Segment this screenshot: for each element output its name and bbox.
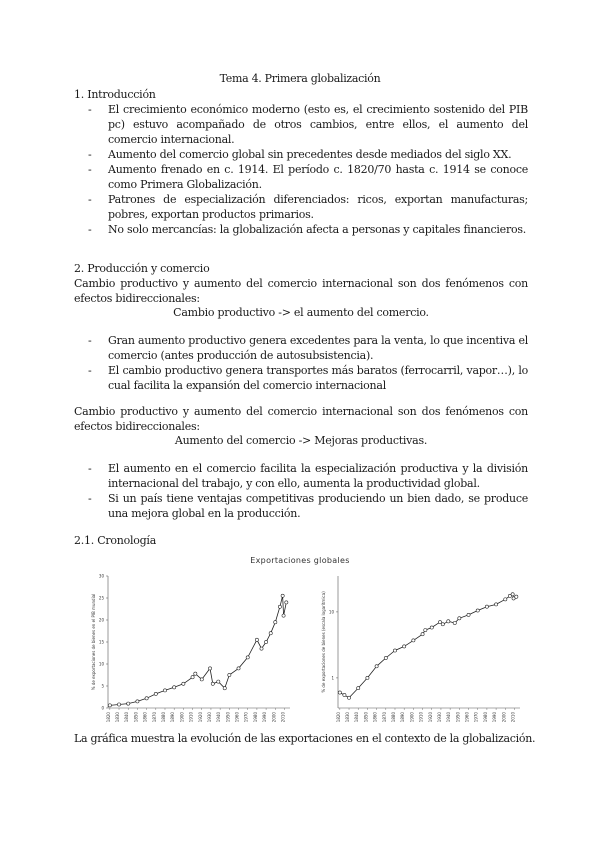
y-tick-label: 0 bbox=[101, 705, 104, 711]
list-item: - El crecimiento económico moderno (esto es, el crecimiento sostenido del PIB pc) estuvo acompañado de otros cambios, entre ellos, el aumento del comercio internacional. bbox=[74, 102, 528, 147]
chart-left bbox=[90, 570, 300, 730]
x-tick-label: 1870 bbox=[151, 712, 157, 723]
x-tick-label: 1960 bbox=[234, 712, 240, 723]
x-tick-label: 1930 bbox=[436, 712, 442, 723]
data-point bbox=[217, 680, 220, 683]
x-tick-label: 2010 bbox=[280, 712, 286, 723]
x-tick-label: 1890 bbox=[170, 712, 176, 723]
data-point bbox=[343, 693, 346, 696]
list-item: - El aumento en el comercio facilita la especialización productiva y la división internacional del trabajo, y con ello, aumenta la productividad global. bbox=[74, 461, 528, 491]
list-item: - Aumento del comercio global sin precedentes desde mediados del siglo XX. bbox=[74, 147, 528, 162]
x-tick-label: 1830 bbox=[345, 712, 351, 723]
section-2-intro-1: Cambio productivo y aumento del comercio internacional son dos fenómenos con efectos bidireccionales: bbox=[74, 277, 528, 305]
data-point bbox=[515, 595, 518, 598]
data-point bbox=[228, 673, 231, 676]
data-point bbox=[338, 691, 341, 694]
data-point bbox=[200, 678, 203, 681]
data-point bbox=[421, 633, 424, 636]
x-tick-label: 1950 bbox=[455, 712, 461, 723]
data-point bbox=[108, 704, 111, 707]
chart-right bbox=[320, 570, 530, 730]
data-point bbox=[127, 702, 130, 705]
x-tick-label: 1980 bbox=[252, 712, 258, 723]
x-tick-label: 1920 bbox=[197, 712, 203, 723]
data-point bbox=[154, 692, 157, 695]
x-tick-label: 1970 bbox=[243, 712, 249, 723]
data-point bbox=[237, 667, 240, 670]
chart-caption: La gráfica muestra la evolución de las exportaciones en el contexto de la globalización. bbox=[74, 732, 536, 745]
data-point bbox=[511, 593, 514, 596]
data-point bbox=[145, 697, 148, 700]
section-2-list-2 bbox=[74, 461, 528, 521]
data-point bbox=[163, 689, 166, 692]
y-tick-label: 1 bbox=[331, 675, 334, 681]
list-item: - El cambio productivo genera transportes más baratos (ferrocarril, vapor…), lo cual facilita la expansión del comercio internacional bbox=[74, 363, 528, 393]
x-tick-label: 1960 bbox=[464, 712, 470, 723]
x-tick-label: 1820 bbox=[335, 712, 341, 723]
chart-title: Exportaciones globales bbox=[250, 556, 350, 565]
x-tick-label: 2010 bbox=[510, 712, 516, 723]
section-1-heading: 1. Introducción bbox=[74, 88, 156, 101]
x-tick-label: 1890 bbox=[400, 712, 406, 723]
section-2-center-1: Cambio productivo -> el aumento del comercio. bbox=[173, 306, 429, 319]
y-tick-label: 20 bbox=[98, 617, 104, 623]
data-point bbox=[384, 656, 387, 659]
document-title: Tema 4. Primera globalización bbox=[219, 72, 381, 85]
x-tick-label: 1860 bbox=[372, 712, 378, 723]
y-axis-label: % de exportaciones de bienes en el PIB mundial bbox=[91, 593, 96, 691]
x-tick-label: 1930 bbox=[206, 712, 212, 723]
x-tick-label: 1870 bbox=[381, 712, 387, 723]
data-point bbox=[375, 665, 378, 668]
series-line bbox=[340, 594, 517, 698]
y-tick-label: 10 bbox=[98, 661, 104, 667]
data-point bbox=[208, 667, 211, 670]
x-tick-label: 1940 bbox=[216, 712, 222, 723]
section-2-list-1 bbox=[74, 333, 528, 393]
x-tick-label: 1980 bbox=[482, 712, 488, 723]
data-point bbox=[269, 632, 272, 635]
x-tick-label: 1900 bbox=[179, 712, 185, 723]
list-item: - No solo mercancías: la globalización afecta a personas y capitales financieros. bbox=[74, 222, 528, 237]
data-point bbox=[265, 640, 268, 643]
x-tick-label: 2000 bbox=[271, 712, 277, 723]
x-tick-label: 1910 bbox=[418, 712, 424, 723]
list-item: - Aumento frenado en c. 1914. El período c. 1820/70 hasta c. 1914 se conoce como Primera Globalización. bbox=[74, 162, 528, 192]
data-point bbox=[274, 621, 277, 624]
data-point bbox=[424, 629, 427, 632]
x-tick-label: 1830 bbox=[115, 712, 121, 723]
data-point bbox=[285, 601, 288, 604]
section-2-center-2: Aumento del comercio -> Mejoras productivas. bbox=[174, 434, 428, 447]
data-point bbox=[495, 603, 498, 606]
list-item: - Si un país tiene ventajas competitivas produciendo un bien dado, se produce una mejora global en la producción. bbox=[74, 491, 528, 521]
data-point bbox=[357, 687, 360, 690]
x-tick-label: 1840 bbox=[124, 712, 130, 723]
x-tick-label: 1910 bbox=[188, 712, 194, 723]
section-2-heading: 2. Producción y comercio bbox=[74, 262, 210, 275]
x-tick-label: 2000 bbox=[501, 712, 507, 723]
data-point bbox=[403, 645, 406, 648]
data-point bbox=[260, 647, 263, 650]
section-1-list bbox=[74, 102, 528, 237]
series-line bbox=[110, 596, 286, 706]
section-2-1-heading: 2.1. Cronología bbox=[74, 534, 156, 547]
x-tick-label: 1970 bbox=[473, 712, 479, 723]
x-tick-label: 1990 bbox=[492, 712, 498, 723]
y-tick-label: 25 bbox=[98, 595, 104, 601]
data-point bbox=[191, 676, 194, 679]
data-point bbox=[194, 672, 197, 675]
data-point bbox=[467, 613, 470, 616]
y-tick-label: 10 bbox=[328, 609, 334, 615]
data-point bbox=[447, 620, 450, 623]
data-point bbox=[281, 594, 284, 597]
data-point bbox=[211, 682, 214, 685]
data-point bbox=[366, 676, 369, 679]
data-point bbox=[278, 605, 281, 608]
list-item: - Gran aumento productivo genera excedentes para la venta, lo que incentiva el comercio (antes producción de autosubsistencia). bbox=[74, 333, 528, 363]
data-point bbox=[438, 621, 441, 624]
data-point bbox=[282, 614, 285, 617]
data-point bbox=[430, 626, 433, 629]
x-tick-label: 1850 bbox=[363, 712, 369, 723]
list-item: - Patrones de especialización diferenciados: ricos, exportan manufacturas; pobres, exportan productos primarios. bbox=[74, 192, 528, 222]
data-point bbox=[223, 687, 226, 690]
x-tick-label: 1850 bbox=[133, 712, 139, 723]
data-point bbox=[441, 623, 444, 626]
section-2-intro-2: Cambio productivo y aumento del comercio internacional son dos fenómenos con efectos bidireccionales: bbox=[74, 405, 528, 433]
data-point bbox=[255, 638, 258, 641]
y-tick-label: 30 bbox=[98, 573, 104, 579]
x-tick-label: 1940 bbox=[446, 712, 452, 723]
data-point bbox=[246, 656, 249, 659]
y-axis-label: % de exportaciones de bienes (escala logarítmica) bbox=[321, 591, 326, 693]
data-point bbox=[485, 605, 488, 608]
x-tick-label: 1990 bbox=[262, 712, 268, 723]
data-point bbox=[173, 686, 176, 689]
data-point bbox=[117, 703, 120, 706]
data-point bbox=[136, 700, 139, 703]
x-tick-label: 1840 bbox=[354, 712, 360, 723]
data-point bbox=[504, 598, 507, 601]
data-point bbox=[347, 696, 350, 699]
x-tick-label: 1880 bbox=[160, 712, 166, 723]
x-tick-label: 1900 bbox=[409, 712, 415, 723]
x-tick-label: 1860 bbox=[142, 712, 148, 723]
data-point bbox=[476, 609, 479, 612]
y-tick-label: 5 bbox=[101, 683, 104, 689]
x-tick-label: 1880 bbox=[390, 712, 396, 723]
x-tick-label: 1950 bbox=[225, 712, 231, 723]
data-point bbox=[458, 617, 461, 620]
data-point bbox=[182, 682, 185, 685]
data-point bbox=[393, 649, 396, 652]
x-tick-label: 1920 bbox=[427, 712, 433, 723]
data-point bbox=[453, 621, 456, 624]
data-point bbox=[412, 639, 415, 642]
y-tick-label: 15 bbox=[98, 639, 104, 645]
x-tick-label: 1820 bbox=[105, 712, 111, 723]
